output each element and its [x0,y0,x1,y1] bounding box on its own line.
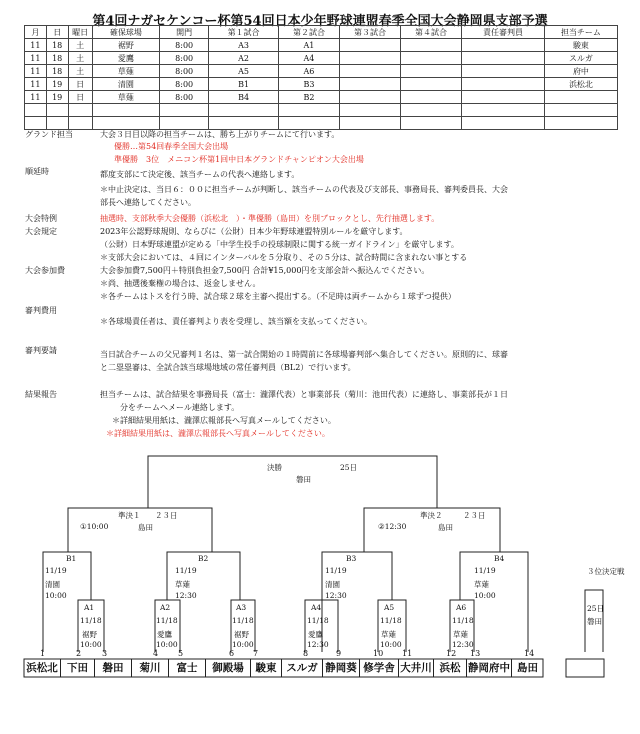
schedule-header-cell: 第２試合 [278,26,339,39]
a6-venue: 草薙 [453,630,468,639]
semi2-date: ２３日 [463,511,486,520]
a2-venue: 愛鷹 [157,630,172,639]
rules-text-1: 2023年公認野球規則、ならびに（公財）日本少年野球連盟特別ルールを厳守します。 [100,227,408,236]
schedule-cell: 11 [25,52,47,65]
team-slot-13: 静岡府中 [467,659,512,677]
schedule-cell: 18 [46,65,68,78]
b2-id: B2 [198,554,209,563]
final-date: 25日 [340,463,358,472]
a1-date: 11/18 [80,616,102,625]
umpreq-label: 審判要請 [25,346,57,355]
runnerup-line: 準優勝 3位 メニコン杯第1回中日本グランドチャンピオン大会出場 [114,155,364,164]
postpone-label: 順延時 [25,167,49,176]
result-text-4: ＊詳細結果用紙は、瀧澤広報部長へ写真メールしてください。 [106,429,330,438]
semi1-date: ２３日 [155,511,178,520]
schedule-header-cell: 第４試合 [401,26,462,39]
schedule-cell: 土 [68,39,92,52]
schedule-header-cell: 担当チーム [544,26,617,39]
schedule-cell: 日 [68,91,92,104]
rules-text-2: （公財）日本野球連盟が定める「中学生投手の投球制限に関する統一ガイドライン」を厳守します。 [100,240,459,249]
team-slot-4: 菊川 [132,659,169,677]
semi2-time: ②12:30 [378,522,407,531]
a4-venue: 愛鷹 [308,630,323,639]
schedule-cell: 日 [68,78,92,91]
schedule-cell: 8:00 [160,39,209,52]
umpreq-text-2: と二塁塁審は、全試合該当球場地域の常任審判員（BL2）で行います。 [100,363,356,372]
schedule-cell: 清園 [92,78,160,91]
schedule-cell: 8:00 [160,52,209,65]
semi1-label: 準決１ [118,511,141,520]
result-text-2: 分をチームへメール連絡します。 [120,403,240,412]
a1-id: A1 [84,603,95,612]
b3-date: 11/19 [325,566,347,575]
ground-label: グランド担当 [25,130,73,139]
a6-id: A6 [456,603,467,612]
a5-date: 11/18 [380,616,402,625]
schedule-cell: A2 [209,52,279,65]
b2-venue: 草薙 [175,580,190,589]
rules-text-3: ＊支部大会においては、４回にインターバルを５分取り、その５分は、試合時間に含まれない事とする [100,253,468,262]
schedule-cell: 駿東 [544,39,617,52]
a5-venue: 草薙 [381,630,396,639]
ground-text: 大会３日目以降の担当チームは、勝ち上がりチームにて行います。 [100,130,340,139]
b4-id: B4 [494,554,505,563]
slot-number: 8 [303,649,309,658]
schedule-header-cell: 開門 [160,26,209,39]
b2-time: 12:30 [175,591,197,600]
schedule-cell: スルガ [544,52,617,65]
slot-number: 3 [102,649,108,658]
a2-time: 10:00 [156,640,178,649]
umpfee-text: ＊各球場責任者は、責任審判より表を受理し、該当額を支払ってください。 [100,317,372,326]
a2-date: 11/18 [156,616,178,625]
a4-time: 12:30 [307,640,329,649]
slot-number: 9 [336,649,342,658]
result-label: 結果報告 [25,390,57,399]
umpreq-text-1: 当日試合チームの父兄審判１名は、第一試合開始の１時間前に各球場審判部へ集合してください。原則的に、球審 [100,350,508,359]
team-slot-12: 浜松 [434,659,467,677]
schedule-cell: 土 [68,52,92,65]
postpone-text-3: 部長へ連絡してください。 [100,198,196,207]
third-place-label: ３位決定戦 [587,567,625,576]
a4-id: A4 [311,603,322,612]
special-text: 抽選時、支部秋季大会優勝（浜松北 ）・準優勝（島田）を別ブロックとし、先行抽選します。 [100,214,440,223]
b3-venue: 清園 [325,580,340,589]
schedule-header-cell: 責任審判員 [462,26,545,39]
schedule-cell: 草薙 [92,91,160,104]
third-place-venue: 磐田 [587,617,602,626]
b1-id: B1 [66,554,77,563]
team-slot-11: 大井川 [399,659,434,677]
b3-id: B3 [346,554,357,563]
a1-time: 10:00 [80,640,102,649]
schedule-header-cell: 月 [25,26,47,39]
slot-number: 5 [178,649,184,658]
semi1-venue: 島田 [138,523,153,532]
special-label: 大会特例 [25,214,57,223]
b3-time: 12:30 [325,591,347,600]
schedule-cell: A5 [209,65,279,78]
team-slot-2: 下田 [61,659,95,677]
a6-date: 11/18 [452,616,474,625]
umpfee-label: 審判費用 [25,306,57,315]
slot-number: 13 [470,649,481,658]
schedule-cell: 府中 [544,65,617,78]
page-title: 第4回ナガセケンコー杯第54回日本少年野球連盟春季全国大会静岡県支部予選 [92,14,548,29]
team-slot-1: 浜松北 [24,659,61,677]
schedule-cell: 土 [68,65,92,78]
slot-number: 14 [524,649,535,658]
fee-text-1: 大会参加費7,500円＋特別負担金7,500円 合計¥15,000円を支部会計へ振込んでください。 [100,266,430,275]
postpone-text-1: 都度支部にて決定後、該当チームの代表へ連絡します。 [100,170,300,179]
fee-label: 大会参加費 [25,266,65,275]
team-slot-9: 静岡葵 [323,659,360,677]
b2-date: 11/19 [175,566,197,575]
schedule-cell: 18 [46,52,68,65]
slot-number: 4 [153,649,159,658]
semi1-time: ①10:00 [80,522,109,531]
schedule-cell: 11 [25,65,47,78]
schedule-cell: 裾野 [92,39,160,52]
a6-time: 12:30 [452,640,474,649]
team-slot-5: 富士 [169,659,206,677]
final-label: 決勝 [267,463,282,472]
slot-number: 11 [402,649,413,658]
final-line [148,456,437,508]
b1-time: 10:00 [45,591,67,600]
third-place-box [566,659,604,677]
a4-date: 11/18 [307,616,329,625]
a3-date: 11/18 [232,616,254,625]
postpone-text-2: ＊中止決定は、当日６：００に担当チームが判断し、該当チームの代表及び支部長、事務局長、審判委員長、大会 [100,185,508,194]
slot-number: 2 [76,649,82,658]
b1-date: 11/19 [45,566,67,575]
schedule-cell: A3 [209,39,279,52]
schedule-header-cell: 第３試合 [339,26,400,39]
third-place-date: 25日 [587,604,605,613]
slot-number: 7 [253,649,259,658]
winner-line: 優勝…第54回春季全国大会出場 [114,142,229,151]
schedule-cell: 11 [25,39,47,52]
schedule-cell: 浜松北 [544,78,617,91]
a1-venue: 裾野 [82,630,97,639]
schedule-cell: 11 [25,91,47,104]
schedule-cell: 愛鷹 [92,52,160,65]
schedule-header-cell: 曜日 [68,26,92,39]
schedule-cell: 草薙 [92,65,160,78]
slot-number: 10 [373,649,384,658]
semi2-label: 準決２ [420,511,443,520]
schedule-cell: 18 [46,39,68,52]
schedule-header-cell: 日 [46,26,68,39]
a3-venue: 裾野 [234,630,249,639]
schedule-cell: A6 [278,65,339,78]
schedule-cell: 19 [46,91,68,104]
schedule-cell: 11 [25,78,47,91]
result-text-1: 担当チームは、試合結果を事務局長（富士：瀧澤代表）と事業部長（菊川：池田代表）に連絡し、事業部長が１日 [100,390,508,399]
result-text-3: ＊詳細結果用紙は、瀧澤広報部長へ写真メールしてください。 [112,416,336,425]
schedule-header-cell: 第１試合 [209,26,279,39]
a3-time: 10:00 [232,640,254,649]
schedule-header-cell: 確保球場 [92,26,160,39]
slot-number: 1 [40,649,46,658]
schedule-cell: B2 [278,91,339,104]
a5-time: 10:00 [380,640,402,649]
slot-number: 6 [229,649,235,658]
team-slot-3: 磐田 [95,659,132,677]
b1-venue: 清園 [45,580,60,589]
team-slot-8: スルガ [282,659,323,677]
team-slot-14: 島田 [517,662,538,674]
semi2-venue: 島田 [438,523,453,532]
schedule-cell: 8:00 [160,91,209,104]
a2-id: A2 [160,603,171,612]
schedule-cell: B1 [209,78,279,91]
team-slot-7: 駿東 [251,659,282,677]
fee-text-2: ＊尚、抽選後棄権の場合は、返金しません。 [100,279,261,288]
rules-label: 大会規定 [25,227,57,236]
b4-venue: 草薙 [474,580,489,589]
schedule-cell: 8:00 [160,78,209,91]
a3-id: A3 [236,603,247,612]
b4-date: 11/19 [474,566,496,575]
schedule-cell: 8:00 [160,65,209,78]
schedule-cell: 19 [46,78,68,91]
final-venue: 磐田 [296,475,311,484]
schedule-cell: A4 [278,52,339,65]
b4-time: 10:00 [474,591,496,600]
fee-text-3: ＊各チームはトスを行う時、試合球２球を主審へ提出する。（不足時は両チームから１球ずつ提供） [100,292,456,301]
slot-number: 12 [446,649,457,658]
schedule-cell: A1 [278,39,339,52]
team-slot-10: 修学舎 [360,659,399,677]
a5-id: A5 [384,603,395,612]
schedule-cell: B3 [278,78,339,91]
schedule-cell: B4 [209,91,279,104]
team-slot-6: 御殿場 [206,659,251,677]
